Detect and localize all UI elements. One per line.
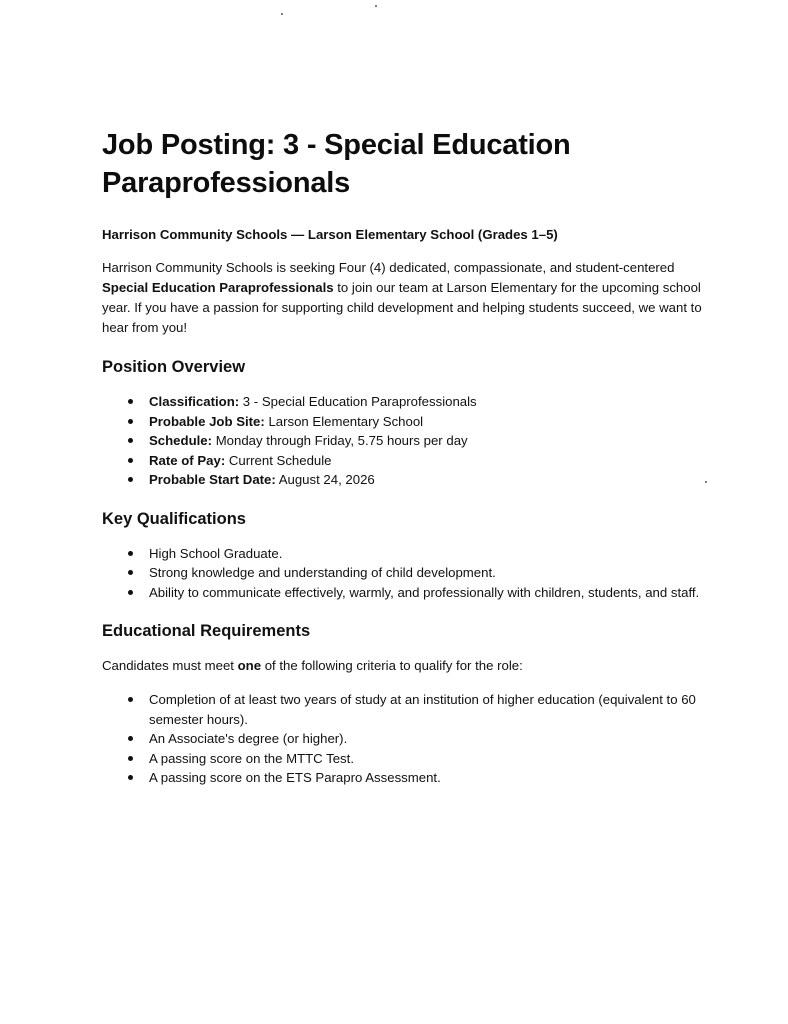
scan-speck — [281, 13, 283, 15]
list-item — [149, 412, 712, 432]
intro-text-2: to join our team at Larson Elementary for the upcoming school year. If you have a passion for supporting child development and helping students succeed, we want to hear from you! — [102, 280, 702, 335]
req-intro-text-2: of the following criteria to qualify for the role: — [261, 658, 523, 673]
position-overview-list — [102, 392, 712, 490]
item-label: Classification: — [149, 394, 240, 409]
item-label: Schedule: — [149, 433, 213, 448]
page-title: Job Posting: 3 - Special Education Paraprofessionals — [102, 129, 571, 199]
list-item: A passing score on the MTTC Test. — [149, 749, 712, 769]
intro-bold-role: Special Education Paraprofessionals — [102, 280, 334, 295]
list-item: Strong knowledge and understanding of child development. — [149, 563, 712, 583]
intro-text-1: Harrison Community Schools is seeking Four (4) dedicated, compassionate, and student-centered — [102, 260, 675, 275]
item-value: August 24, 2026 — [275, 472, 375, 487]
list-item: An Associate's degree (or higher). — [149, 729, 712, 749]
list-item — [149, 451, 712, 471]
scan-speck — [375, 5, 377, 7]
item-value: Larson Elementary School — [264, 413, 424, 429]
req-intro-text-1: Candidates must meet — [102, 658, 238, 673]
item-value: Monday through Friday, 5.75 hours per day — [212, 433, 468, 448]
list-item: A passing score on the ETS Parapro Assessment. — [149, 768, 712, 788]
list-item — [149, 392, 712, 412]
item-value: 3 - Special Education Paraprofessionals — [239, 394, 477, 409]
list-item: Ability to communicate effectively, warmly, and professionally with children, students, and staff. — [149, 583, 712, 603]
req-intro-bold: one — [237, 658, 262, 673]
position-overview-heading: Position Overview — [102, 358, 246, 376]
list-item: High School Graduate. — [149, 544, 712, 564]
key-qualifications-list — [102, 544, 712, 603]
intro-paragraph — [102, 258, 712, 338]
educational-requirements-heading: Educational Requirements — [102, 622, 311, 640]
school-subtitle: Harrison Community Schools — Larson Elementary School (Grades 1–5) — [102, 227, 558, 242]
list-item — [149, 470, 712, 490]
list-item — [149, 431, 712, 451]
key-qualifications-heading: Key Qualifications — [102, 509, 246, 528]
requirements-intro — [102, 656, 712, 676]
document-content — [102, 126, 712, 788]
item-label: Probable Start Date: — [149, 472, 276, 487]
item-label: Probable Job Site: — [149, 413, 265, 429]
item-label: Rate of Pay: — [149, 452, 226, 468]
item-value: Current Schedule — [225, 452, 332, 468]
list-item: Completion of at least two years of study at an institution of higher education (equivalent to 60 semester hours). — [149, 690, 712, 729]
educational-requirements-list — [102, 690, 712, 788]
